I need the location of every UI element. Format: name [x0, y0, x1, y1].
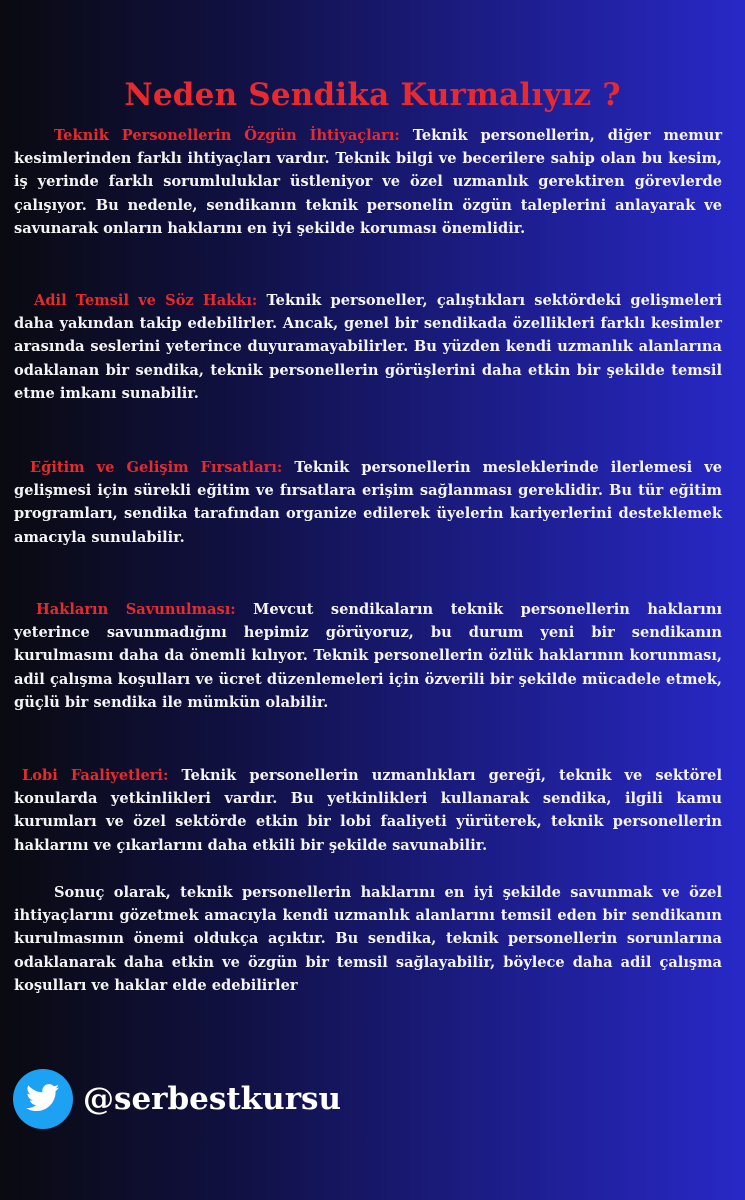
section-heading: Teknik Personellerin Özgün İhtiyaçları: [54, 127, 400, 144]
social-footer [13, 1069, 413, 1129]
section-body: Mevcut sendikaların teknik personellerin haklarını yeterince savunmadığını hepimiz görüyoruz, bu durum yeni bir sendikanın kurulmasını daha da önemli kılıyor. Teknik personellerin özlük haklarının korunması, adil çalışma koşulları ve ücret düzenlemeleri için özverili bir şekilde mücadele etmek, güçlü bir sendika ile mümkün olabilir. [14, 601, 722, 711]
section-heading: Eğitim ve Gelişim Fırsatları: [30, 459, 283, 476]
section-heading: Lobi Faaliyetleri: [22, 767, 169, 784]
section-defending-rights [14, 598, 722, 714]
section-fair-representation [14, 289, 722, 405]
page-title: Neden Sendika Kurmalıyız ? [124, 76, 621, 113]
section-education [14, 456, 722, 549]
section-heading: Adil Temsil ve Söz Hakkı: [34, 292, 258, 309]
section-body: Teknik personellerin mesleklerinde ilerlemesi ve gelişmesi için sürekli eğitim ve fırsatlara erişim sağlanması gereklidir. Bu tür eğitim programları, sendika tarafından organize edilerek üyelerin kariyerlerini desteklemek amacıyla sunulabilir. [14, 459, 722, 546]
section-body: Teknik personeller, çalıştıkları sektördeki gelişmeleri daha yakından takip edebilirler. Ancak, genel bir sendikada özellikleri farklı kesimler arasında seslerini yeterince duyuramayabilirler. Bu yüzden kendi uzmanlık alanlarına odaklanan bir sendika, teknik personellerin görüşlerini daha etkin bir şekilde temsil etme imkanı sunabilir. [14, 292, 722, 402]
section-lobbying [14, 764, 722, 857]
section-body: Teknik personellerin uzmanlıkları gereği, teknik ve sektörel konularda yetkinlikleri vardır. Bu yetkinlikleri kullanarak sendika, ilgili kamu kurumları ve özel sektörde etkin bir lobi faaliyeti yürüterek, teknik personellerin haklarını ve çıkarlarını daha etkili bir şekilde savunabilir. [14, 767, 722, 854]
twitter-handle[interactable]: @serbestkursu [83, 1081, 342, 1117]
conclusion-paragraph: Sonuç olarak, teknik personellerin haklarını en iyi şekilde savunmak ve özel ihtiyaçlarını gözetmek amacıyla kendi uzmanlık alanlarını temsil eden bir sendikanın kurulmasının önemi oldukça açıktır. Bu sendika, teknik personellerin sorunlarına odaklanarak daha etkin ve özgün bir temsil sağlayabilir, böylece daha adil çalışma koşulları ve haklar elde edebilirler [14, 884, 722, 994]
section-body: Teknik personellerin, diğer memur kesimlerinden farklı ihtiyaçları vardır. Teknik bilgi ve becerilere sahip olan bu kesim, iş yerinde farklı sorumluluklar üstleniyor ve özel uzmanlık gerektiren görevlerde çalışıyor. Bu nedenle, sendikanın teknik personelin özgün taleplerini anlayarak ve savunarak onların haklarını en iyi şekilde koruması önemlidir. [14, 127, 723, 237]
section-specific-needs [14, 124, 722, 240]
twitter-bird-icon[interactable] [13, 1069, 73, 1129]
section-heading: Hakların Savunulması: [36, 601, 236, 618]
